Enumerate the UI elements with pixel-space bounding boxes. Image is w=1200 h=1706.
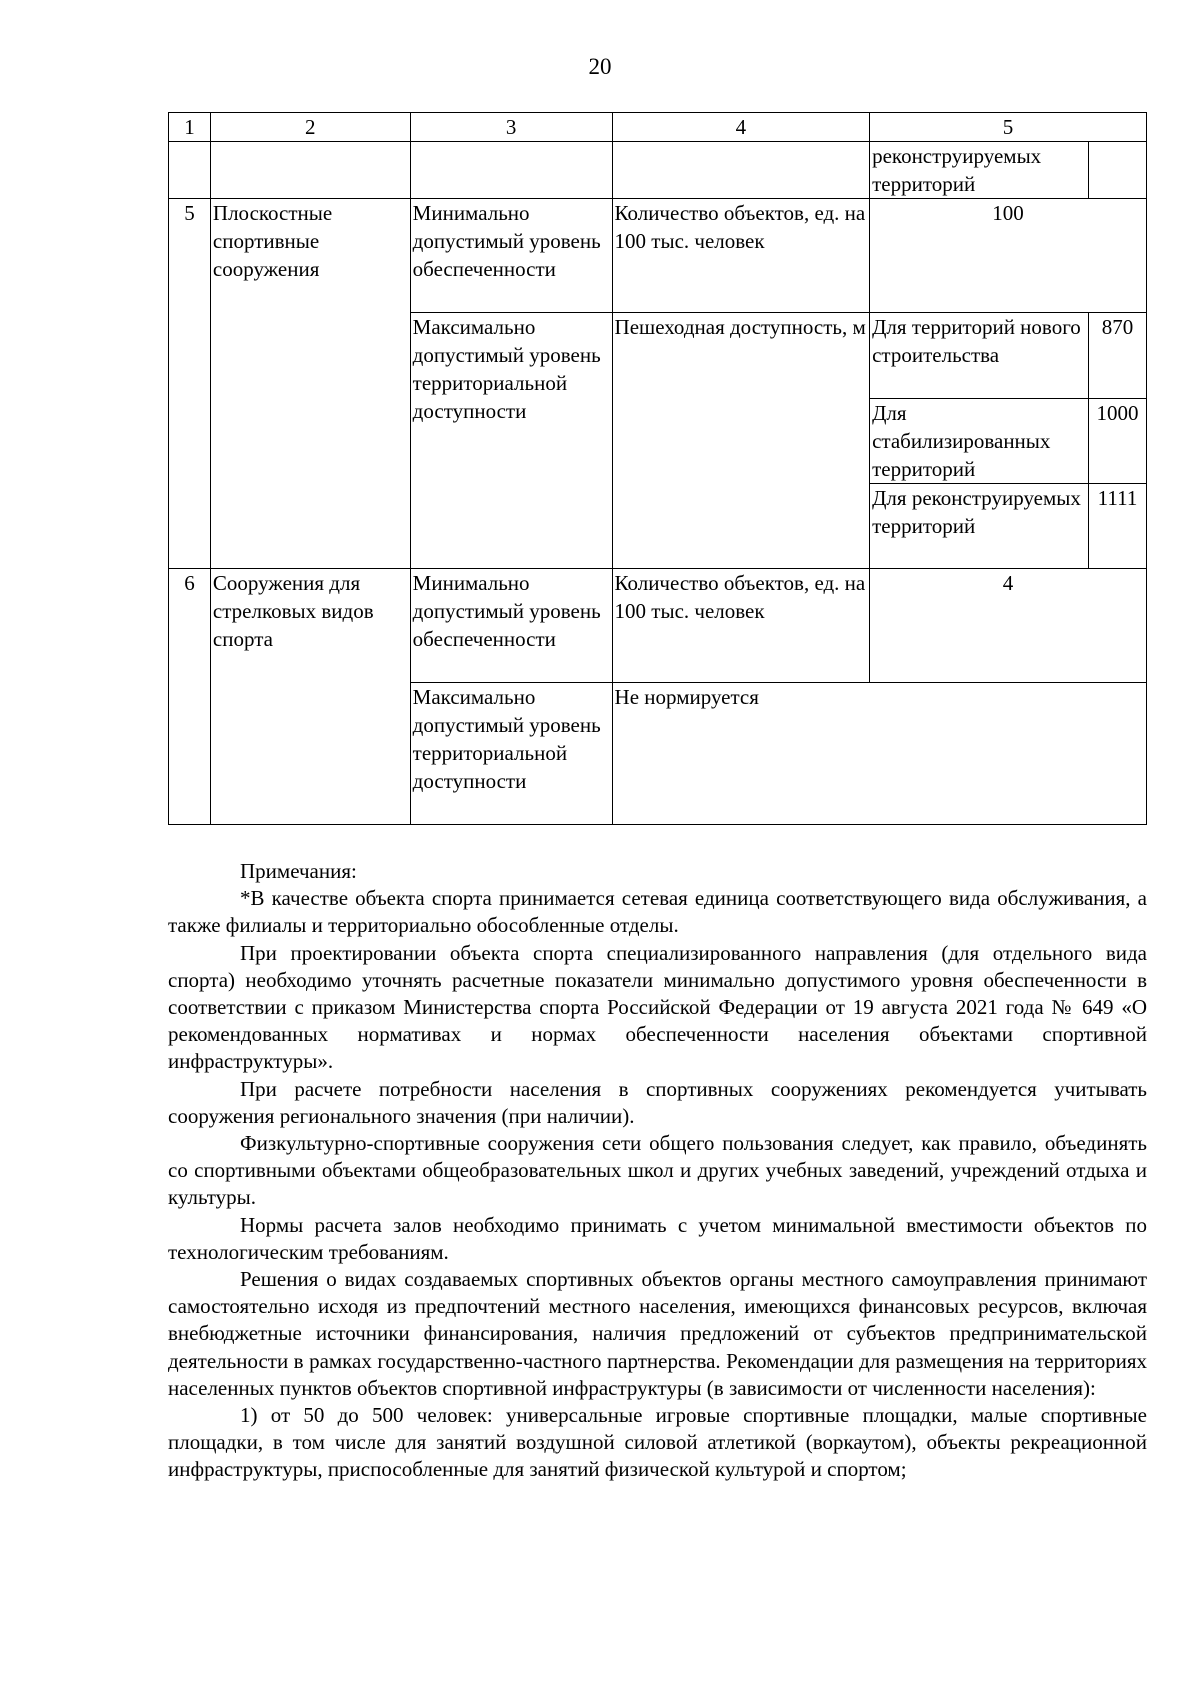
note-paragraph: 1) от 50 до 500 человек: универсальные игровые спортивные площадки, малые спортивные площадки, в том числе для занятий воздушной силовой атлетикой (воркаутом), объекты рекреационной инфраструктуры, приспособленные для занятий физической культурой и спортом; <box>168 1403 1147 1482</box>
indicator-name: Минимально допустимый уровень обеспеченности <box>410 199 612 313</box>
not-regulated-text: Не нормируется <box>612 683 1146 825</box>
notes-section <box>168 858 1147 1484</box>
table-cell <box>169 142 211 199</box>
table-row-continuation <box>169 142 1147 199</box>
indicator-name: Максимально допустимый уровень территориальной доступности <box>410 683 612 825</box>
territory-value: 1111 <box>1088 484 1146 569</box>
unit-name: Количество объектов, ед. на 100 тыс. человек <box>612 199 870 313</box>
continuation-label: реконструируемых территорий <box>870 142 1089 199</box>
territory-label: Для стабилизированных территорий <box>870 399 1089 484</box>
object-name: Плоскостные спортивные сооружения <box>210 199 410 569</box>
indicator-value: 100 <box>870 199 1147 313</box>
note-paragraph: Нормы расчета залов необходимо принимать с учетом минимальной вместимости объектов по технологическим требованиям. <box>168 1212 1147 1264</box>
note-paragraph: При проектировании объекта спорта специализированного направления (для отдельного вида спорта) необходимо уточнять расчетные показатели минимально допустимого уровня обеспеченности в соответствии с приказом Министерства спорта Российской Федерации от 19 августа 2021 года № 649 «О рекомендованных нормативах и нормах обеспеченности населения объектами спортивной инфраструктуры». <box>168 940 1147 1074</box>
header-cell: 3 <box>410 113 612 142</box>
object-name: Сооружения для стрелковых видов спорта <box>210 569 410 825</box>
unit-name: Пешеходная доступность, м <box>612 313 870 569</box>
header-cell: 1 <box>169 113 211 142</box>
territory-label: Для реконструируемых территорий <box>870 484 1089 569</box>
indicator-name: Минимально допустимый уровень обеспеченности <box>410 569 612 683</box>
note-paragraph: При расчете потребности населения в спортивных сооружениях рекомендуется учитывать сооружения регионального значения (при наличии). <box>168 1076 1147 1128</box>
header-cell: 2 <box>210 113 410 142</box>
page-number: 20 <box>588 54 612 79</box>
table-cell <box>1088 142 1146 199</box>
note-paragraph: Решения о видах создаваемых спортивных объектов органы местного самоуправления принимают самостоятельно исходя из предпочтений местного населения, имеющихся финансовых ресурсов, включая внебюджетные источники финансирования, наличия предложений от субъектов предпринимательской деятельности в рамках государственно-частного партнерства. Рекомендации для размещения на территориях населенных пунктов объектов спортивной инфраструктуры (в зависимости от численности населения): <box>168 1267 1147 1400</box>
header-cell: 5 <box>870 113 1147 142</box>
table-header-row <box>169 113 1147 142</box>
territory-label: Для территорий нового строительства <box>870 313 1089 399</box>
row-number: 5 <box>169 199 211 569</box>
indicator-name: Максимально допустимый уровень территориальной доступности <box>410 313 612 569</box>
territory-value: 1000 <box>1088 399 1146 484</box>
table-cell <box>210 142 410 199</box>
note-paragraph: Физкультурно-спортивные сооружения сети общего пользования следует, как правило, объединять со спортивными объектами общеобразовательных школ и других учебных заведений, учреждений отдыха и культуры. <box>168 1131 1147 1210</box>
table-cell <box>410 142 612 199</box>
unit-name: Количество объектов, ед. на 100 тыс. человек <box>612 569 870 683</box>
row-number: 6 <box>169 569 211 825</box>
indicator-value: 4 <box>870 569 1147 683</box>
territory-value: 870 <box>1088 313 1146 399</box>
header-cell: 4 <box>612 113 870 142</box>
table-row <box>169 569 1147 683</box>
notes-heading: Примечания: <box>240 859 357 883</box>
table-row <box>169 199 1147 313</box>
table-cell <box>612 142 870 199</box>
norms-table <box>168 112 1147 825</box>
note-paragraph: *В качестве объекта спорта принимается сетевая единица соответствующего вида обслуживания, а также филиалы и территориально обособленные отделы. <box>168 886 1147 938</box>
